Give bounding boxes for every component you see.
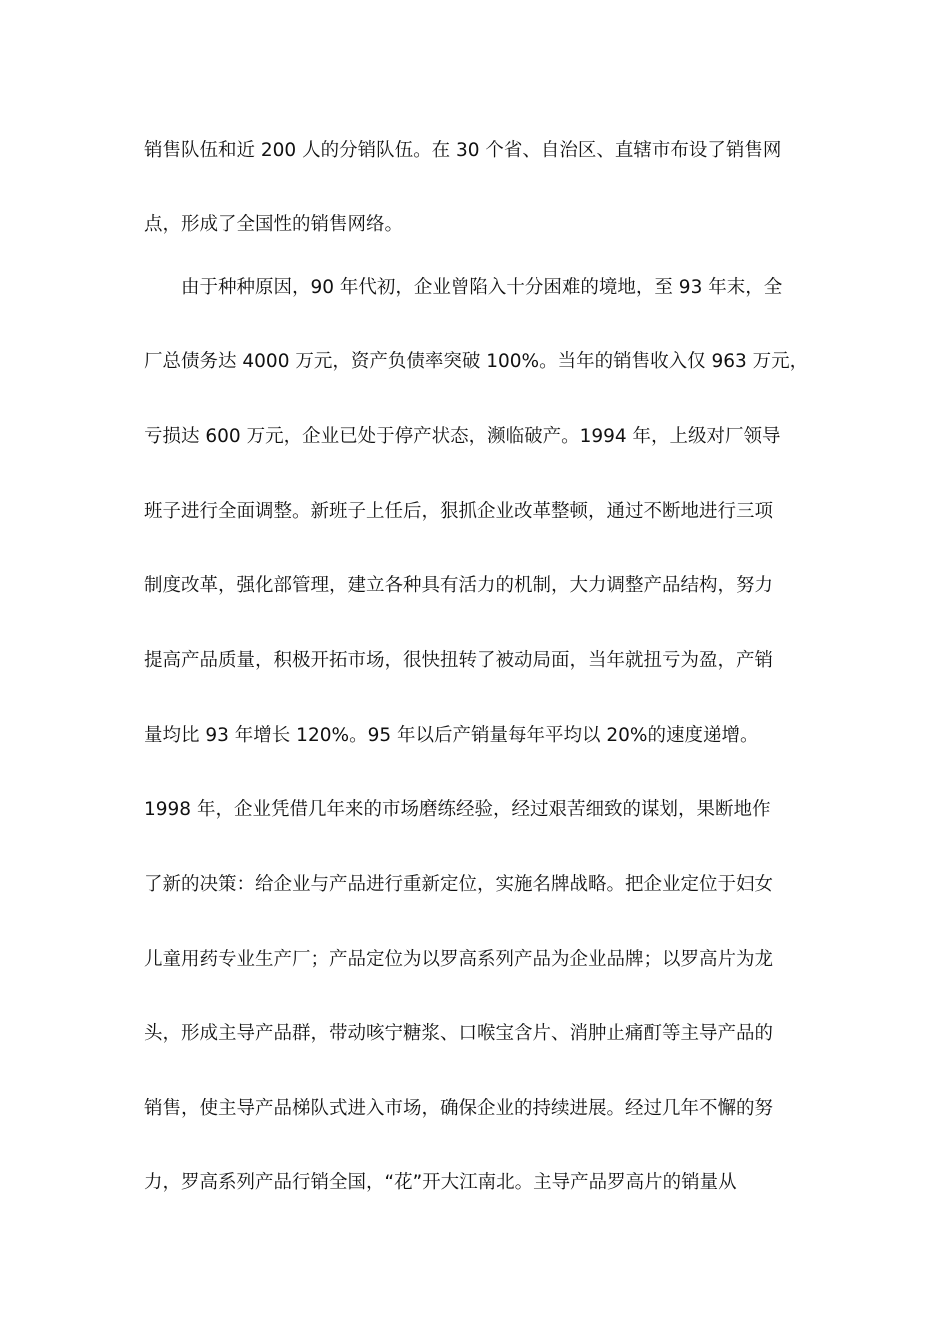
text-line: 儿童用药专业生产厂；产品定位为以罗高系列产品为企业品牌；以罗高片为龙 [144, 949, 774, 970]
text-line: 销售，使主导产品梯队式进入市场，确保企业的持续进展。经过几年不懈的努 [144, 1098, 774, 1119]
text-line: 头，形成主导产品群，带动咳宁糖浆、口喉宝含片、消肿止痛酊等主导产品的 [144, 1023, 774, 1044]
text-line: 力，罗高系列产品行销全国，“花”开大江南北。主导产品罗高片的销量从 [144, 1172, 737, 1193]
text-line: 提高产品质量，积极开拓市场，很快扭转了被动局面，当年就扭亏为盈，产销 [144, 650, 774, 671]
text-line: 1998 年，企业凭借几年来的市场磨练经验，经过艰苦细致的谋划，果断地作 [144, 799, 771, 820]
paragraph-first-line: 由于种种原因，90 年代初，企业曾陷入十分困难的境地，至 93 年末，全 [181, 277, 783, 298]
text-line: 量均比 93 年增长 120%。95 年以后产销量每年平均以 20%的速度递增。 [144, 725, 759, 746]
text-line: 班子进行全面调整。新班子上任后，狠抓企业改革整顿，通过不断地进行三项 [144, 501, 774, 522]
text-line: 亏损达 600 万元，企业已处于停产状态，濒临破产。1994 年，上级对厂领导 [144, 426, 781, 447]
text-line: 厂总债务达 4000 万元，资产负债率突破 100%。当年的销售收入仅 963 万元， [144, 351, 809, 372]
text-line: 了新的决策：给企业与产品进行重新定位，实施名牌战略。把企业定位于妇女 [144, 874, 774, 895]
text-line: 销售队伍和近 200 人的分销队伍。在 30 个省、自治区、直辖市布设了销售网 [144, 140, 782, 161]
text-line: 制度改革，强化部管理，建立各种具有活力的机制，大力调整产品结构，努力 [144, 575, 774, 596]
text-line: 点，形成了全国性的销售网络。 [144, 214, 404, 235]
